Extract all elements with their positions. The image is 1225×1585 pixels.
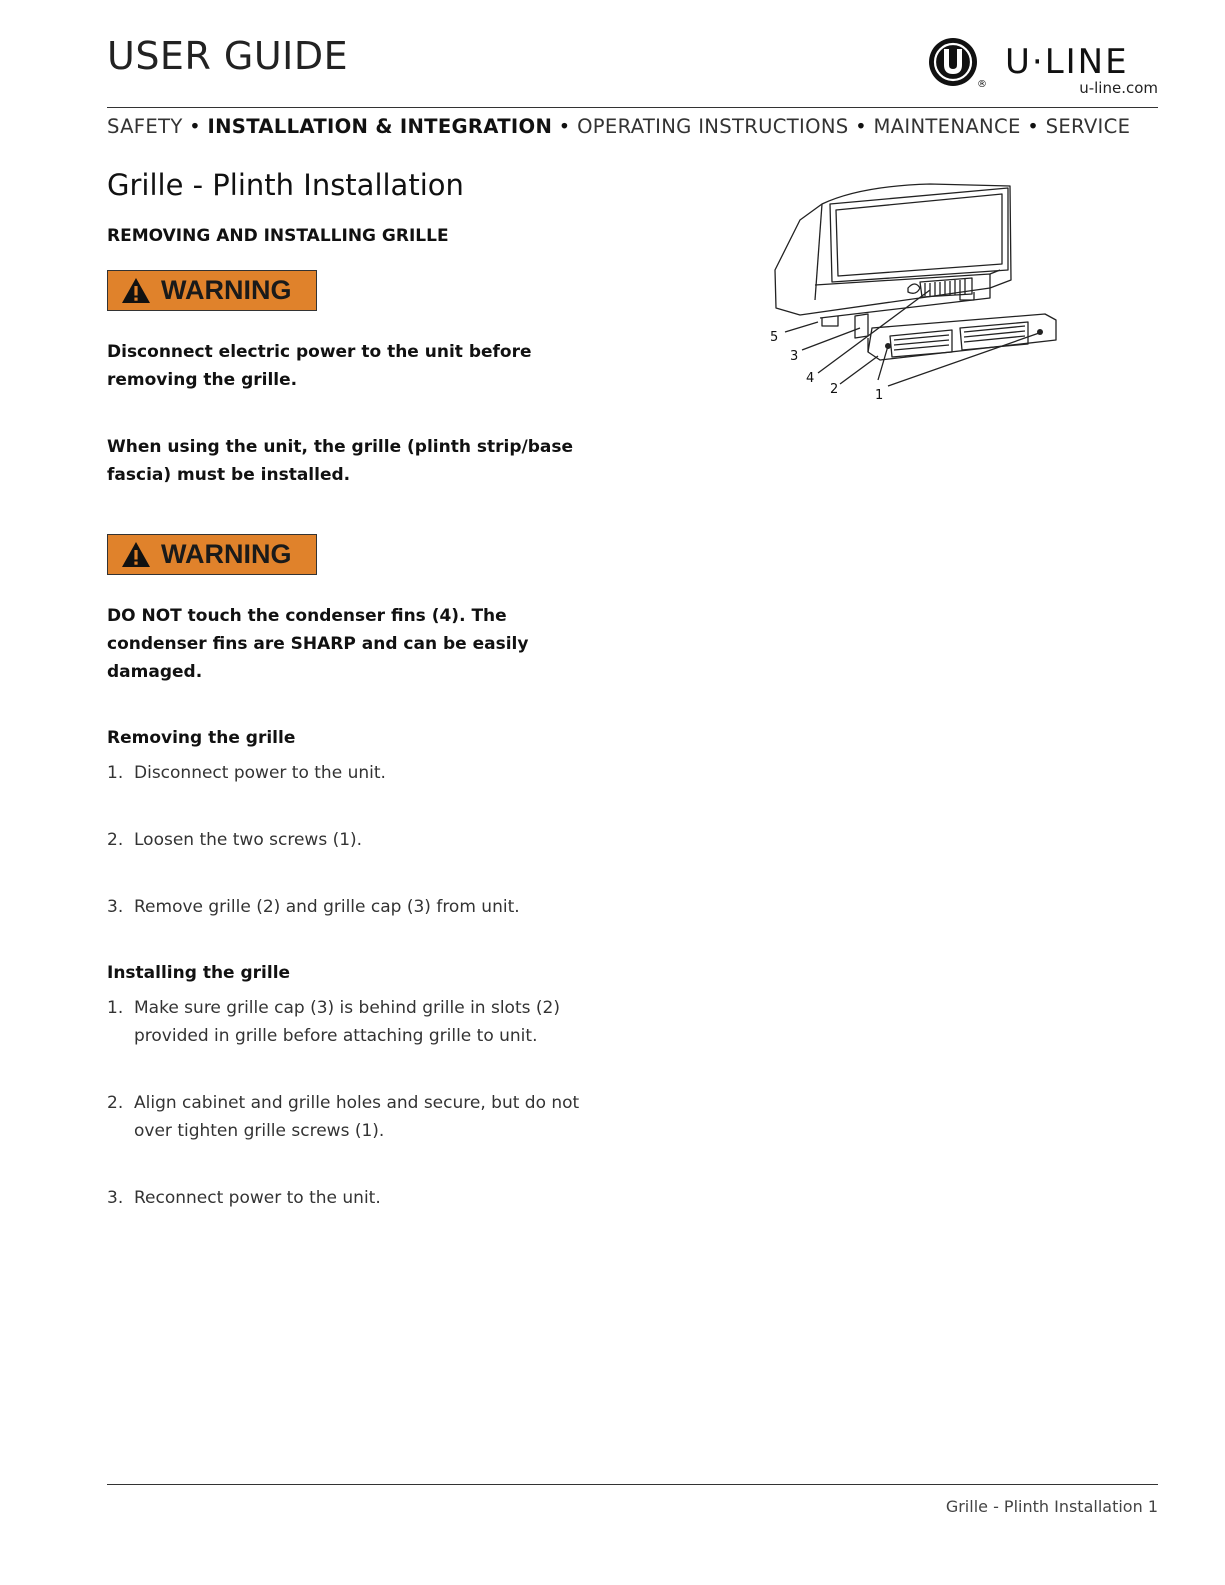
step-number: 3. [107,1188,124,1208]
nav-separator: • [558,115,571,138]
nav-separator: • [189,115,201,138]
list-item [107,994,577,1050]
nav-safety: SAFETY [107,115,183,138]
warning-triangle-icon [121,277,151,304]
list-item [107,759,607,787]
list-item [107,826,607,854]
step-text: Loosen the two screws (1). [134,830,363,850]
nav-operating-instructions: OPERATING INSTRUCTIONS [577,115,849,138]
step-text: Align cabinet and grille holes and secure, but do not over tighten grille screws (1). [134,1093,580,1141]
logo-registered-mark: ® [977,79,987,90]
grille-installation-diagram [760,170,1070,410]
step-text: Make sure grille cap (3) is behind grille in slots (2) provided in grille before attaching grille to unit. [134,998,560,1046]
section-nav [107,115,1158,138]
section-subhead: REMOVING AND INSTALLING GRILLE [107,226,449,246]
logo-wordmark: U·LINE [1005,42,1129,82]
step-number: 2. [107,830,124,850]
callout-2: 2 [830,382,839,397]
list-item [107,1089,597,1145]
website-url[interactable]: u-line.com [1079,79,1158,97]
header-rule [107,107,1158,108]
warning-label: WARNING [161,275,292,305]
nav-installation-integration: INSTALLATION & INTEGRATION [207,115,553,138]
removing-heading: Removing the grille [107,728,296,748]
warning-badge [107,270,317,311]
callout-1: 1 [875,388,884,403]
grille-required-note: When using the unit, the grille (plinth strip/base fascia) must be installed. [107,437,573,485]
section-title: Grille - Plinth Installation [107,168,464,202]
nav-service: SERVICE [1045,115,1131,138]
warning-text: DO NOT touch the condenser fins (4). The condenser fins are SHARP and can be easily damaged. [107,606,529,682]
step-text: Reconnect power to the unit. [134,1188,381,1208]
footer-rule [107,1484,1158,1485]
nav-maintenance: MAINTENANCE [873,115,1021,138]
callout-3: 3 [790,349,799,364]
installing-heading: Installing the grille [107,963,291,983]
list-item [107,1184,607,1212]
guide-title: USER GUIDE [107,34,349,78]
step-number: 3. [107,897,124,917]
list-item [107,893,607,921]
page-footer: Grille - Plinth Installation 1 [945,1497,1158,1516]
warning-triangle-icon [121,541,151,568]
nav-separator: • [1027,115,1040,138]
warning-badge [107,534,317,575]
step-number: 1. [107,763,124,783]
warning-text: Disconnect electric power to the unit before removing the grille. [107,342,532,390]
warning-label: WARNING [161,539,292,569]
nav-separator: • [855,115,867,138]
step-text: Remove grille (2) and grille cap (3) from unit. [134,897,520,917]
callout-5: 5 [770,330,779,345]
step-number: 2. [107,1093,124,1113]
step-number: 1. [107,998,124,1018]
step-text: Disconnect power to the unit. [134,763,386,783]
callout-4: 4 [806,371,815,386]
